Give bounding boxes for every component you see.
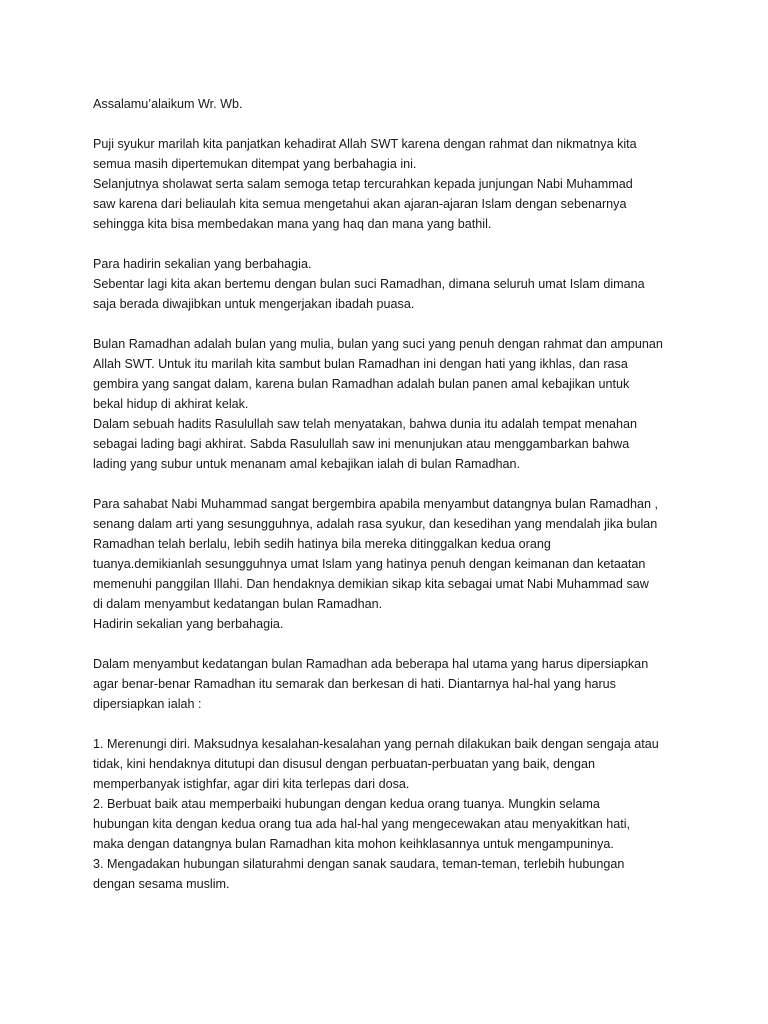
paragraph-sahabat (93, 494, 693, 634)
text-line: sehingga kita bisa membedakan mana yang haq dan mana yang bathil. (93, 217, 492, 231)
list-item-line: maka dengan datangnya bulan Ramadhan kita mohon keihklasannya untuk mengampuninya. (93, 837, 614, 851)
greeting: Assalamu’alaikum Wr. Wb. (93, 97, 243, 111)
text-line: Puji syukur marilah kita panjatkan kehadirat Allah SWT karena dengan rahmat dan nikmatnya kita (93, 137, 637, 151)
paragraph-spacer (93, 714, 693, 734)
paragraph-spacer (93, 114, 693, 134)
text-line: Ramadhan telah berlalu, lebih sedih hatinya bila mereka ditinggalkan kedua orang (93, 537, 551, 551)
text-line: Dalam sebuah hadits Rasulullah saw telah menyatakan, bahwa dunia itu adalah tempat menahan (93, 417, 637, 431)
text-line: gembira yang sangat dalam, karena bulan Ramadhan adalah bulan panen amal kebajikan untuk (93, 377, 630, 391)
text-line: saw karena dari beliaulah kita semua mengetahui akan ajaran-ajaran Islam dengan sebenarnya (93, 197, 627, 211)
document-body (93, 94, 693, 894)
text-line: memenuhi panggilan Illahi. Dan hendaknya demikian sikap kita sebagai umat Nabi Muhammad saw (93, 577, 649, 591)
list-item-line: 3. Mengadakan hubungan silaturahmi dengan sanak saudara, teman-teman, terlebih hubungan (93, 857, 625, 871)
text-line: lading yang subur untuk menanam amal kebajikan ialah di bulan Ramadhan. (93, 457, 521, 471)
text-line: Allah SWT. Untuk itu marilah kita sambut bulan Ramadhan ini dengan hati yang ikhlas, dan rasa (93, 357, 628, 371)
text-line: Para sahabat Nabi Muhammad sangat bergembira apabila menyambut datangnya bulan Ramadhan , (93, 497, 658, 511)
text-line: Hadirin sekalian yang berbahagia. (93, 617, 284, 631)
paragraph-spacer (93, 474, 693, 494)
text-line: dipersiapkan ialah : (93, 697, 202, 711)
paragraph-hadirin (93, 254, 693, 314)
text-line: Dalam menyambut kedatangan bulan Ramadhan ada beberapa hal utama yang harus dipersiapkan (93, 657, 649, 671)
list-item-line: tidak, kini hendaknya ditutupi dan disusul dengan perbuatan-perbuatan yang baik, dengan (93, 757, 596, 771)
paragraph-opening (93, 134, 693, 234)
text-line: di dalam menyambut kedatangan bulan Ramadhan. (93, 597, 383, 611)
list-item-line: hubungan kita dengan kedua orang tua ada hal-hal yang mengecewakan atau menyakitkan hati, (93, 817, 631, 831)
text-line: Para hadirin sekalian yang berbahagia. (93, 257, 312, 271)
text-line: saja berada diwajibkan untuk mengerjakan ibadah puasa. (93, 297, 415, 311)
text-line: semua masih dipertemukan ditempat yang berbahagia ini. (93, 157, 417, 171)
text-line: tuanya.demikianlah sesungguhnya umat Islam yang hatinya penuh dengan keimanan dan ketaatan (93, 557, 646, 571)
text-line: sebagai lading bagi akhirat. Sabda Rasulullah saw ini menunjukan atau menggambarkan bahwa (93, 437, 630, 451)
list-item-line: memperbanyak istighfar, agar diri kita terlepas dari dosa. (93, 777, 410, 791)
paragraph-spacer (93, 234, 693, 254)
text-line: senang dalam arti yang sesungguhnya, adalah rasa syukur, dan kesedihan yang mendalah jika bulan (93, 517, 658, 531)
paragraph-ramadhan (93, 334, 693, 474)
numbered-list (93, 734, 693, 894)
text-line: Sebentar lagi kita akan bertemu dengan bulan suci Ramadhan, dimana seluruh umat Islam dimana (93, 277, 645, 291)
text-line: bekal hidup di akhirat kelak. (93, 397, 249, 411)
paragraph-spacer (93, 314, 693, 334)
list-item-line: dengan sesama muslim. (93, 877, 230, 891)
paragraph-persiapan (93, 654, 693, 714)
paragraph-spacer (93, 634, 693, 654)
text-line: agar benar-benar Ramadhan itu semarak dan berkesan di hati. Diantarnya hal-hal yang harus (93, 677, 616, 691)
text-line: Selanjutnya sholawat serta salam semoga tetap tercurahkan kepada junjungan Nabi Muhammad (93, 177, 633, 191)
list-item-line: 2. Berbuat baik atau memperbaiki hubungan dengan kedua orang tuanya. Mungkin selama (93, 797, 600, 811)
text-line: Bulan Ramadhan adalah bulan yang mulia, bulan yang suci yang penuh dengan rahmat dan ampunan (93, 337, 663, 351)
list-item-line: 1. Merenungi diri. Maksudnya kesalahan-kesalahan yang pernah dilakukan baik dengan sengaja atau (93, 737, 659, 751)
